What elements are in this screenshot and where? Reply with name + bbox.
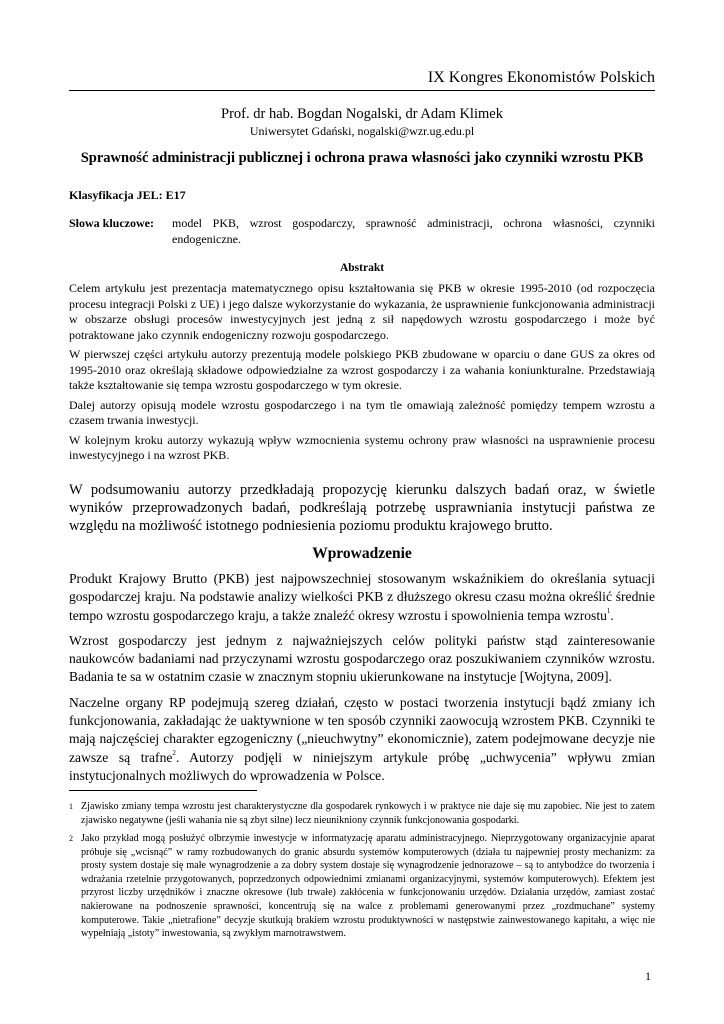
abstract-body [69,281,655,464]
authors: Prof. dr hab. Bogdan Nogalski, dr Adam Klimek [221,106,503,122]
abstract-conclusion: W podsumowaniu autorzy przedkładają propozycję kierunku dalszych badań oraz, w świetle wyników przeprowadzonych badań, podkreślają potrzebę usprawniania instytucji państwa ze względu na możliwość istotnego podniesienia poziomu produktu krajowego brutto. [69,482,655,534]
keywords-line-1: model PKB, wzrost gospodarczy, sprawność administracji, ochrona własności, czynniki [172,216,655,230]
abstract-heading: Abstrakt [339,262,385,274]
affiliation: Uniwersytet Gdański, nogalski@wzr.ug.edu.pl [249,124,475,138]
footnote-text: Zjawisko zmiany tempa wzrostu jest charakterystyczne dla gospodarek rynkowych i w praktyce nie daje się mu zapobiec. Nie jest to zatem zjawisko negatywne (jeśli wahania nie są zbyt silne) lecz nieunikniony czynnik funkcjonowania gospodarki. [81,801,655,826]
footnote-ref[interactable]: 1 [606,607,611,616]
footnote-number: 1 [69,802,73,811]
intro-paragraph: Naczelne organy RP podejmują szereg działań, często w postaci tworzenia instytucji bądź zmiany ich funkcjonowania, zakładając że uaktywnione w ten sposób czynniki zaowocują wzrostem PKB. Czynniki te mają najczęściej charakter egzogeniczny („nieuchwytny” ekonomicznie), zatem podejmowane decyzje nie zawsze są trafne$^2$. Autorzy podjęli w niniejszym artykule próbę „uchwycenia” wpływu zmian instytucjonalnych możliwych do wprowadzenia w Polsce. [69,694,655,783]
page-number: 1 [645,969,651,983]
footnote [69,832,655,941]
introduction-body [69,570,655,785]
abstract-paragraph: W kolejnym kroku autorzy wykazują wpływ wzmocnienia systemu ochrony praw własności na usprawnienie procesu inwestycyjnego i na wzrost PKB. [69,432,655,462]
footnote-number: 2 [69,834,73,843]
footnote-ref[interactable]: 2 [172,749,176,758]
conference-title: IX Kongres Ekonomistów Polskich [427,69,655,86]
abstract-paragraph: Celem artykułu jest prezentacja matematycznego opisu kształtowania się PKB w okresie 1995-2010 (od rozpoczęcia procesu integracji Polski z UE) i jego dalsze wykorzystanie do wykazania, że usprawnienie funkcjonowania administracji w obszarze obsługi procesów inwestycyjnych jest jedną z sił napędowych wzrostu gospodarczego i może być potraktowane jako czynnik endogeniczny rozwoju gospodarczego. [69,281,655,342]
intro-paragraph: Wzrost gospodarczy jest jednym z najważniejszych celów polityki państw stąd zainteresowanie naukowców badaniami nad przyczynami wzrostu gospodarczego oraz poszukiwaniem czynników wzrostu. Badania te sa w ostatnim czasie w znacznym stopniu ukierunkowane na instytucje [Wojtyna, 2009]. [69,632,655,685]
footnote [69,800,655,827]
keywords-label: Słowa kluczowe: [69,216,154,230]
keywords [69,215,655,247]
intro-paragraph: Produkt Krajowy Brutto (PKB) jest najpowszechniej stosowanym wskaźnikiem do określania sytuacji gospodarczej kraju. Na podstawie analizy wielkości PKB z dłuższego okresu czasu można określić średnie tempo wzrostu gospodarczego kraju, a także znaleźć okresy wzrostu i spowolnienia tempa wzrostu$^1$. [69,571,655,623]
paper-title: Sprawność administracji publicznej i ochrona prawa własności jako czynniki wzrostu PKB [80,150,644,166]
introduction-heading: Wprowadzenie [312,545,412,562]
abstract-paragraph: Dalej autorzy opisują modele wzrostu gospodarczego i na tym tle omawiają zależność pomiędzy tempem wzrostu a czasem trwania inwestycji. [69,397,655,427]
jel-classification: Klasyfikacja JEL: E17 [69,188,186,202]
running-header [69,64,655,91]
abstract-paragraph: W pierwszej części artykułu autorzy prezentują modele polskiego PKB zbudowane w oparciu o dane GUS za okres od 1995-2010 oraz określają składowe odpowiedzialne za wzrost gospodarczy i za wahania koniunkturalne. Przedstawiają także kształtowanie się tempa wzrostu gospodarczego w tym okresie. [69,347,655,392]
footnote-separator [69,790,257,791]
footnote-text: Jako przykład mogą posłużyć olbrzymie inwestycje w informatyzację aparatu administracyjnego. Nieprzygotowany organizacyjnie aparat próbuje się „wcisnąć” w ramy rozbudowanych do granic absurdu systemów komputerowych (działa tu najpewniej prosty mechanizm: za prosty system dostaje się małe wynagrodzenie a za dobry system dostaje się wynagrodzenie jednorazowe – są to antybodźce do tworzenia i wdrażania rzetelnie przygotowanych, poprzedzonych odpowiednimi zmianami organizacyjnymi, systemów komputerowych). Efektem jest przyrost liczby urzędników i znaczne okresowe (lub trwałe) zakłócenia w funkcjonowaniu urzędów. Działania urzędów, zamiast zostać nakierowane na podnoszenie sprawności, koncentrują się na walce z problemami generowanymi przez „rozdmuchane” systemy komputerowe. Takie „nietrafione” decyzje skutkują brakiem wzrostu produktywności w następstwie zainwestowanego kapitału, a więc nie wypełniają „istoty” inwestowania, są zwykłym marnotrawstwem. [81,833,655,940]
keywords-line-2: endogeniczne. [172,232,241,246]
